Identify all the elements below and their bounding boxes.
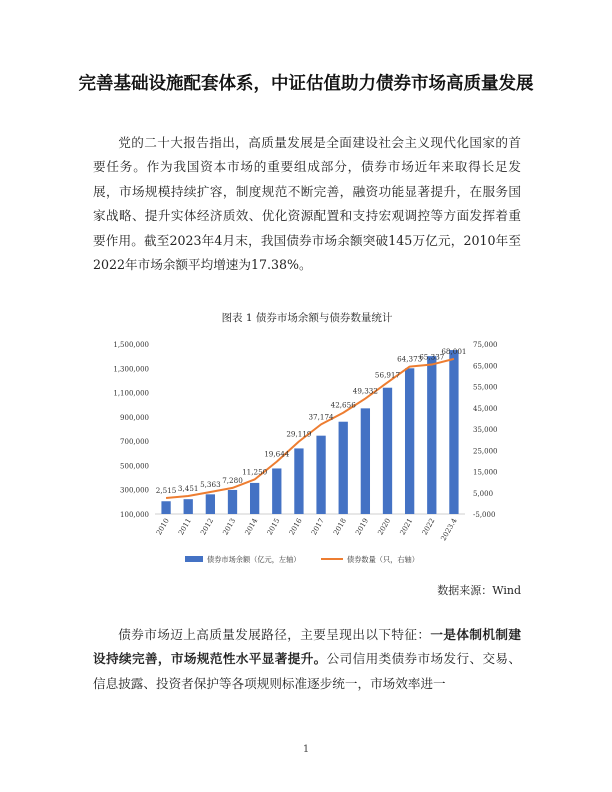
line-data-label: 49,332 (352, 386, 378, 396)
body-paragraph-1: 党的二十大报告指出，高质量发展是全面建设社会主义现代化国家的首要任务。作为我国资本市场的重要组成部分，债券市场近年来取得长足发展，市场规模持续扩容，制度规范不断完善，融资功能显著提升，在服务国家战略、提升实体经济质效、优化资源配置和支持宏观调控等方面发挥着重要作用。截至2023年4月末，我国债券市场余额突破145万亿元，2010年至2022年市场余额平均增速为17.38%。 (93, 135, 521, 273)
bar-bond-balance (316, 436, 325, 514)
right-axis-tick-label: 15,000 (473, 468, 498, 477)
line-data-label: 11,250 (242, 467, 268, 477)
left-axis-tick-label: 100,000 (120, 511, 149, 519)
right-axis-tick-label: -5,000 (473, 511, 496, 519)
line-data-label: 37,174 (308, 412, 334, 422)
left-axis-tick-label: 900,000 (120, 413, 149, 422)
line-data-label: 19,644 (264, 449, 290, 459)
figure-caption: 图表 1 债券市场余额与债券数量统计 (221, 312, 393, 324)
bar-bond-balance (427, 356, 436, 514)
right-axis-tick-label: 5,000 (473, 489, 494, 498)
x-axis-category-label: 2022 (420, 517, 437, 537)
bar-bond-balance (272, 468, 281, 514)
right-axis-tick-label: 55,000 (473, 383, 498, 392)
line-data-label: 5,363 (200, 479, 221, 489)
line-data-label: 65,337 (419, 352, 445, 362)
bar-bond-balance (206, 494, 215, 514)
x-axis-category-label: 2012 (199, 517, 216, 537)
bond-market-chart (93, 328, 521, 578)
line-data-label: 3,451 (177, 484, 199, 494)
x-axis-category-label: 2014 (243, 517, 260, 537)
paragraph-2-rest: 公司信用类债券市场发行、交易、信息披露、投资者保护等各项规则标准逐步统一，市场效率进一 (93, 651, 522, 691)
x-axis-category-label: 2013 (221, 517, 238, 537)
bar-bond-balance (250, 483, 259, 514)
data-source: 数据来源：Wind (437, 584, 521, 597)
x-axis-category-label: 2021 (398, 517, 415, 537)
bar-bond-balance (184, 499, 193, 514)
body-paragraph-2 (93, 623, 521, 696)
legend-bar-swatch (185, 556, 203, 562)
right-axis-tick-label: 75,000 (473, 341, 498, 349)
bar-bond-balance (449, 350, 458, 514)
left-axis-tick-label: 700,000 (120, 438, 149, 447)
left-axis-tick-label: 500,000 (120, 462, 149, 471)
left-axis-tick-label: 300,000 (120, 486, 149, 495)
line-data-label: 56,917 (374, 370, 401, 380)
right-axis-tick-label: 45,000 (473, 404, 498, 413)
x-axis-category-label: 2010 (154, 517, 171, 537)
left-axis-tick-label: 1,500,000 (113, 341, 149, 349)
right-axis-tick-label: 65,000 (473, 362, 498, 371)
line-data-label: 68,001 (441, 346, 467, 356)
line-data-label: 29,119 (286, 429, 312, 439)
x-axis-category-label: 2015 (265, 517, 282, 537)
x-axis-category-label: 2018 (332, 517, 348, 537)
line-data-label: 64,373 (397, 354, 423, 364)
paragraph-2-highlight: 一是体制机制建设持续完善，市场规范性水平显著提升。 (93, 627, 522, 667)
legend-bar-label: 债券市场余额（亿元，左轴） (207, 555, 301, 564)
line-data-label: 2,515 (155, 486, 177, 496)
line-data-label: 7,280 (222, 475, 243, 485)
legend-line-label: 债券数量（只，右轴） (347, 555, 419, 564)
bar-bond-balance (339, 422, 348, 514)
right-axis-tick-label: 35,000 (473, 426, 498, 434)
bar-bond-balance (405, 368, 414, 514)
bar-bond-balance (361, 408, 370, 514)
right-axis-tick-label: 25,000 (473, 447, 498, 456)
bar-bond-balance (228, 490, 237, 514)
x-axis-category-label: 2019 (354, 517, 371, 537)
bar-bond-balance (383, 388, 392, 514)
paragraph-2-intro: 债券市场迈上高质量发展路径，主要呈现出以下特征： (118, 627, 431, 642)
x-axis-category-label: 2020 (376, 517, 393, 537)
x-axis-category-label: 2017 (309, 517, 326, 537)
x-axis-category-label: 2023.4 (439, 517, 459, 543)
x-axis-category-label: 2011 (177, 517, 193, 537)
bar-bond-balance (161, 501, 170, 514)
bar-bond-balance (294, 448, 303, 514)
left-axis-tick-label: 1,300,000 (113, 365, 149, 374)
document-title: 完善基础设施配套体系，中证估值助力债券市场高质量发展 (78, 74, 534, 94)
page-number: 1 (302, 744, 310, 755)
line-data-label: 42,656 (330, 400, 356, 410)
left-axis-tick-label: 1,100,000 (113, 389, 149, 398)
x-axis-category-label: 2016 (287, 517, 304, 537)
